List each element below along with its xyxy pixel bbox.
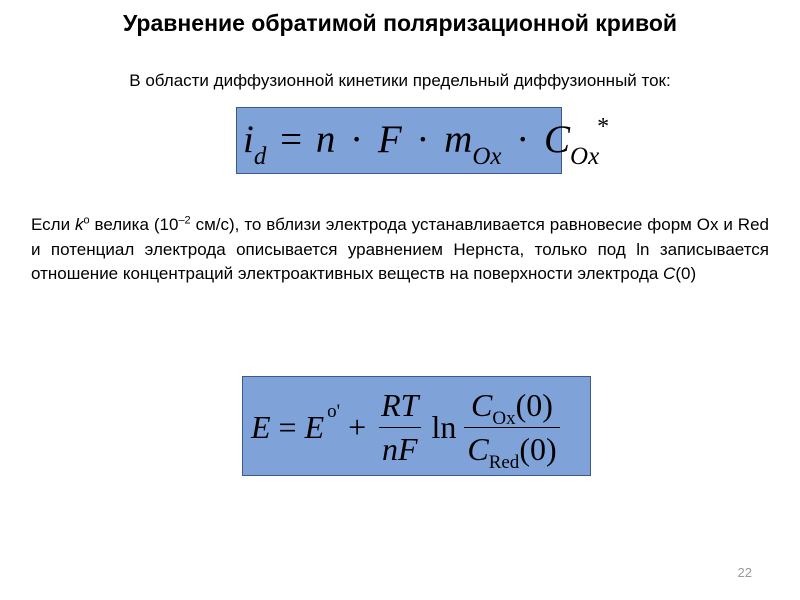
nernst-RT: RT xyxy=(381,386,419,423)
formula-i: i xyxy=(243,118,254,161)
nernst-ln: ln xyxy=(431,408,457,445)
nernst-plus: + xyxy=(348,408,367,445)
diffusion-current-formula xyxy=(236,107,610,174)
explanation-paragraph xyxy=(31,213,769,287)
nernst-fraction-rt-nf xyxy=(378,387,421,468)
nernst-numerator xyxy=(468,387,556,427)
nernst-E: E xyxy=(251,408,271,445)
formula-star: * xyxy=(597,114,610,140)
para-text-4: (0) xyxy=(675,264,697,283)
para-text-3: см/с), то вблизи электрода устанавливается равновесие форм Ox и Red и потенциал электрода описывается уравнением Нернста, только под ln записывается отношение концентраций электроактивных веществ на поверхности электрода xyxy=(31,215,769,283)
nernst-nF: nF xyxy=(379,427,421,468)
formula-m: m xyxy=(444,118,473,161)
para-text-1: Если xyxy=(31,215,75,234)
page-number: 22 xyxy=(737,565,752,580)
intro-text: В области диффузионной кинетики предельный диффузионный ток: xyxy=(129,71,671,90)
formula-sub-d: d xyxy=(253,143,267,170)
nernst-expression xyxy=(251,377,564,477)
nernst-arg-red: (0) xyxy=(519,430,557,467)
formula-expression xyxy=(243,114,609,171)
nernst-equals: = xyxy=(278,408,297,445)
para-deg: o xyxy=(83,214,90,227)
nernst-sub-red: Red xyxy=(488,451,520,473)
nernst-C-ox: C xyxy=(471,386,493,423)
formula-F: F xyxy=(377,118,402,161)
formula-sub-ox-c: Ox xyxy=(570,143,600,170)
para-exp: –2 xyxy=(178,214,191,227)
formula-dot-2: · xyxy=(416,118,430,161)
nernst-formula xyxy=(242,376,591,476)
formula-equals: = xyxy=(280,118,303,161)
para-c: C xyxy=(663,264,676,283)
nernst-sub-ox: Ox xyxy=(492,407,516,429)
nernst-E0: E xyxy=(304,408,325,445)
nernst-fraction-conc xyxy=(464,386,559,473)
formula-dot-1: · xyxy=(350,118,364,161)
nernst-sup: o' xyxy=(327,401,341,422)
nernst-denominator xyxy=(464,427,559,473)
formula-n: n xyxy=(315,118,336,161)
para-text-2: велика (10 xyxy=(89,215,179,234)
formula-sub-ox-m: Ox xyxy=(472,143,502,170)
formula-dot-3: · xyxy=(516,118,530,161)
formula-C: C xyxy=(544,118,571,161)
para-k: k xyxy=(74,215,84,234)
slide-title: Уравнение обратимой поляризационной кривой xyxy=(122,10,678,36)
nernst-C-red: C xyxy=(467,430,489,467)
nernst-arg-ox: (0) xyxy=(515,386,553,423)
